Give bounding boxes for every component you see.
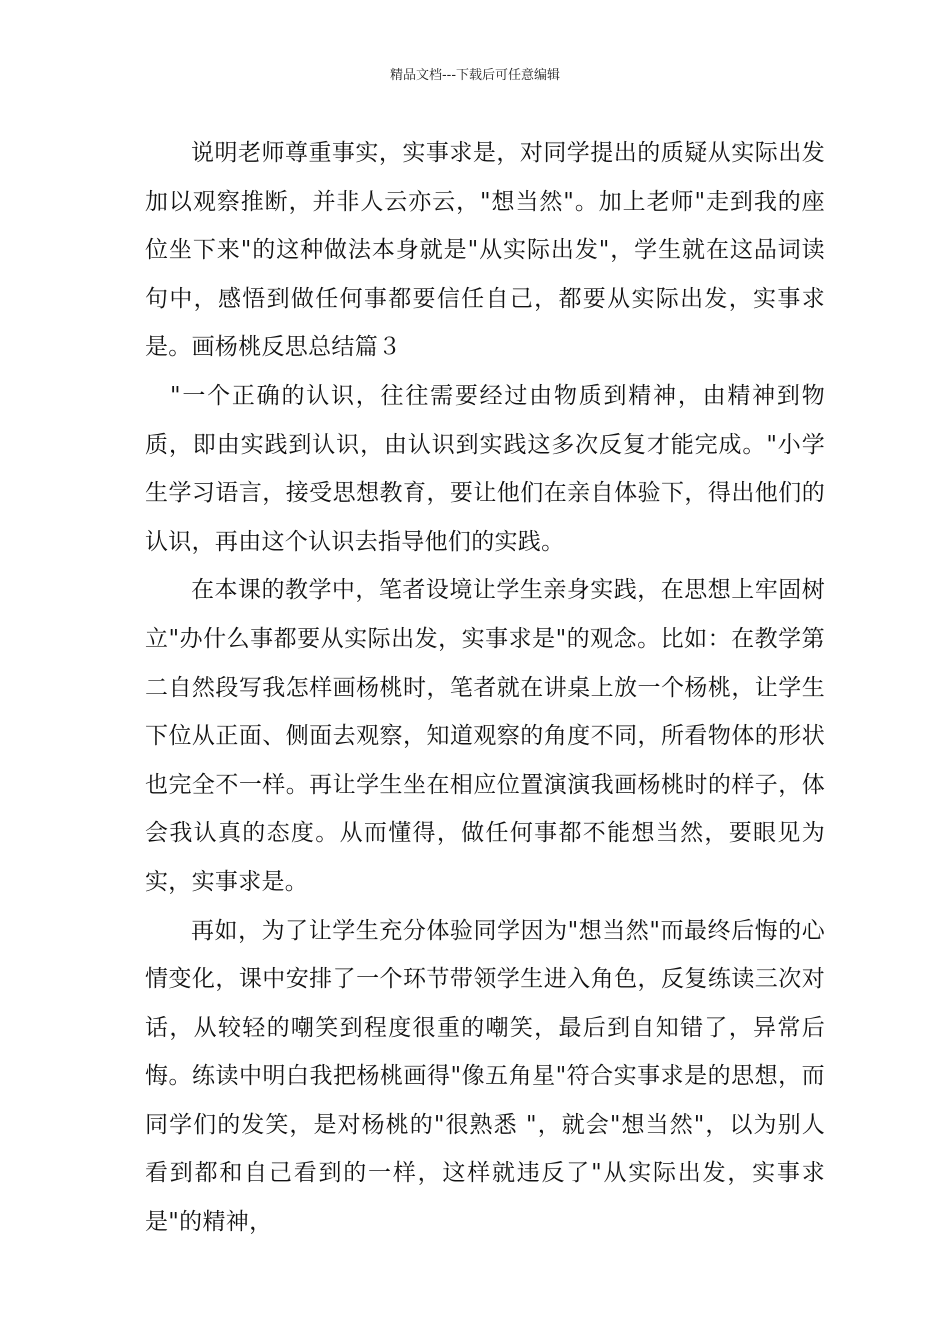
document-body — [145, 129, 825, 1247]
paragraph-3: 在本课的教学中，笔者设境让学生亲身实践，在思想上牢固树立"办什么事都要从实际出发，实事求是"的观念。比如：在教学第二自然段写我怎样画杨桃时，笔者就在讲桌上放一个杨桃，让学生下位从正面、侧面去观察，知道观察的角度不同，所看物体的形状也完全不一样。再让学生坐在相应位置演演我画杨桃时的样子，体会我认真的态度。从而懂得，做任何事都不能想当然，要眼见为实，实事求是。 — [145, 577, 825, 895]
paragraph-4: 再如，为了让学生充分体验同学因为"想当然"而最终后悔的心情变化，课中安排了一个环节带领学生进入角色，反复练读三次对话，从较轻的嘲笑到程度很重的嘲笑，最后到自知错了，异常后悔。练读中明白我把杨桃画得"像五角星"符合实事求是的思想，而同学们的发笑，是对杨桃的"很熟悉 "，就会"想当然"，以为别人看到都和自己看到的一样，这样就违反了"从实际出发，实事求是"的精神， — [145, 917, 825, 1236]
page-header: 精品文档---下载后可任意编辑 — [389, 68, 561, 83]
paragraph-2: "一个正确的认识，往往需要经过由物质到精神，由精神到物质，即由实践到认识，由认识到实践这多次反复才能完成。"小学生学习语言，接受思想教育，要让他们在亲自体验下，得出他们的认识，再由这个认识去指导他们的实践。 — [145, 382, 825, 555]
paragraph-1: 说明老师尊重事实，实事求是，对同学提出的质疑从实际出发加以观察推断，并非人云亦云，"想当然"。加上老师"走到我的座位坐下来"的这种做法本身就是"从实际出发"，学生就在这品词读句中，感悟到做任何事都要信任自己，都要从实际出发，实事求是。画杨桃反思总结篇３ — [145, 140, 825, 361]
